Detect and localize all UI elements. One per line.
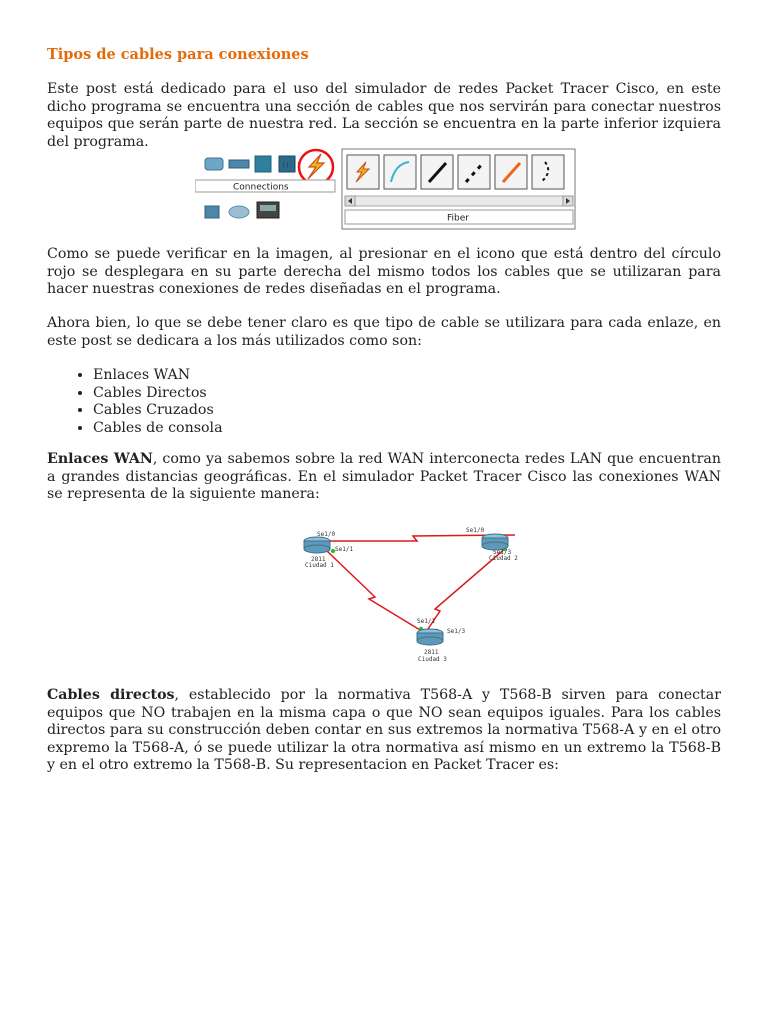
list-item: • Cables Cruzados	[93, 402, 223, 420]
paragraph-explanation: Como se puede verificar en la imagen, al presionar en el icono que está dentro del círculo rojo se desplegara en su parte derecha del mismo todos los cables que se utilizaran para hacer nuestras conexiones de redes diseñadas en el programa.	[47, 246, 721, 297]
fiber-label: Fiber	[447, 213, 469, 224]
paragraph-direct-cables	[47, 687, 721, 775]
svg-text:((·)): ((·))	[282, 162, 301, 169]
list-item: • Enlaces WAN	[93, 367, 223, 385]
paragraph-intro: Este post está dedicado para el uso del simulador de redes Packet Tracer Cisco, en este dicho programa se encuentra una sección de cables que nos servirán para conectar nuestros equipos que serán parte de nuestra red. La sección se encuentra en la parte inferior izquiera del programa.	[47, 81, 721, 150]
cable-panel-scrollbar	[345, 196, 573, 206]
router3-name: Ciudad 3	[418, 656, 447, 663]
direct-cables-text: , establecido por la normativa T568-A y T568-B sirven para conectar equipos que NO trabajen en la misma capa o que NO sean equipos iguales. Para los cables directos para su construcción deben contar en sus extremos la normativa T568-A y en el otro expremo la T568-A, ó se puede utilizar la otra normativa así mismo en un extremo la T568-B y en el otro extremo la T568-B. Su representacion en Packet Tracer es:	[47, 687, 721, 773]
router3-model: 2811	[424, 649, 439, 656]
router-ciudad-3	[417, 618, 465, 663]
router-ciudad-2	[466, 527, 518, 562]
section-title: Tipos de cables para conexiones	[47, 46, 309, 63]
wan-heading: Enlaces WAN	[47, 451, 153, 467]
connections-panel-figure	[195, 146, 579, 230]
list-item: • Cables Directos	[93, 385, 223, 403]
router1-if-a: Se1/0	[317, 531, 336, 538]
paragraph-wan	[47, 451, 721, 504]
router3-if-b: Se1/3	[447, 628, 466, 635]
router2-name: Ciudad 2	[489, 555, 518, 562]
direct-cables-heading: Cables directos	[47, 687, 175, 703]
router1-model: 2811	[311, 556, 326, 563]
cable-types-list	[47, 367, 223, 437]
list-item: • Cables de consola	[93, 420, 223, 438]
wan-topology-figure	[257, 521, 519, 667]
paragraph-cable-types: Ahora bien, lo que se debe tener claro es que tipo de cable se utilizara para cada enlaze, en este post se dedicara a los más utilizados como son:	[47, 315, 721, 349]
router3-if-a: Se1/1	[417, 618, 436, 625]
connections-label: Connections	[233, 182, 289, 193]
router1-name: Ciudad 1	[305, 562, 334, 569]
wan-text: , como ya sabemos sobre la red WAN interconecta redes LAN que encuentran a grandes distancias geográficas. En el simulador Packet Tracer Cisco las conexiones WAN se representa de la siguiente manera:	[47, 451, 721, 502]
router-ciudad-1	[304, 531, 353, 569]
router2-if-a: Se1/0	[466, 527, 485, 534]
router2-if-b: Se1/3	[493, 549, 512, 556]
router1-if-b: Se1/1	[335, 546, 354, 553]
